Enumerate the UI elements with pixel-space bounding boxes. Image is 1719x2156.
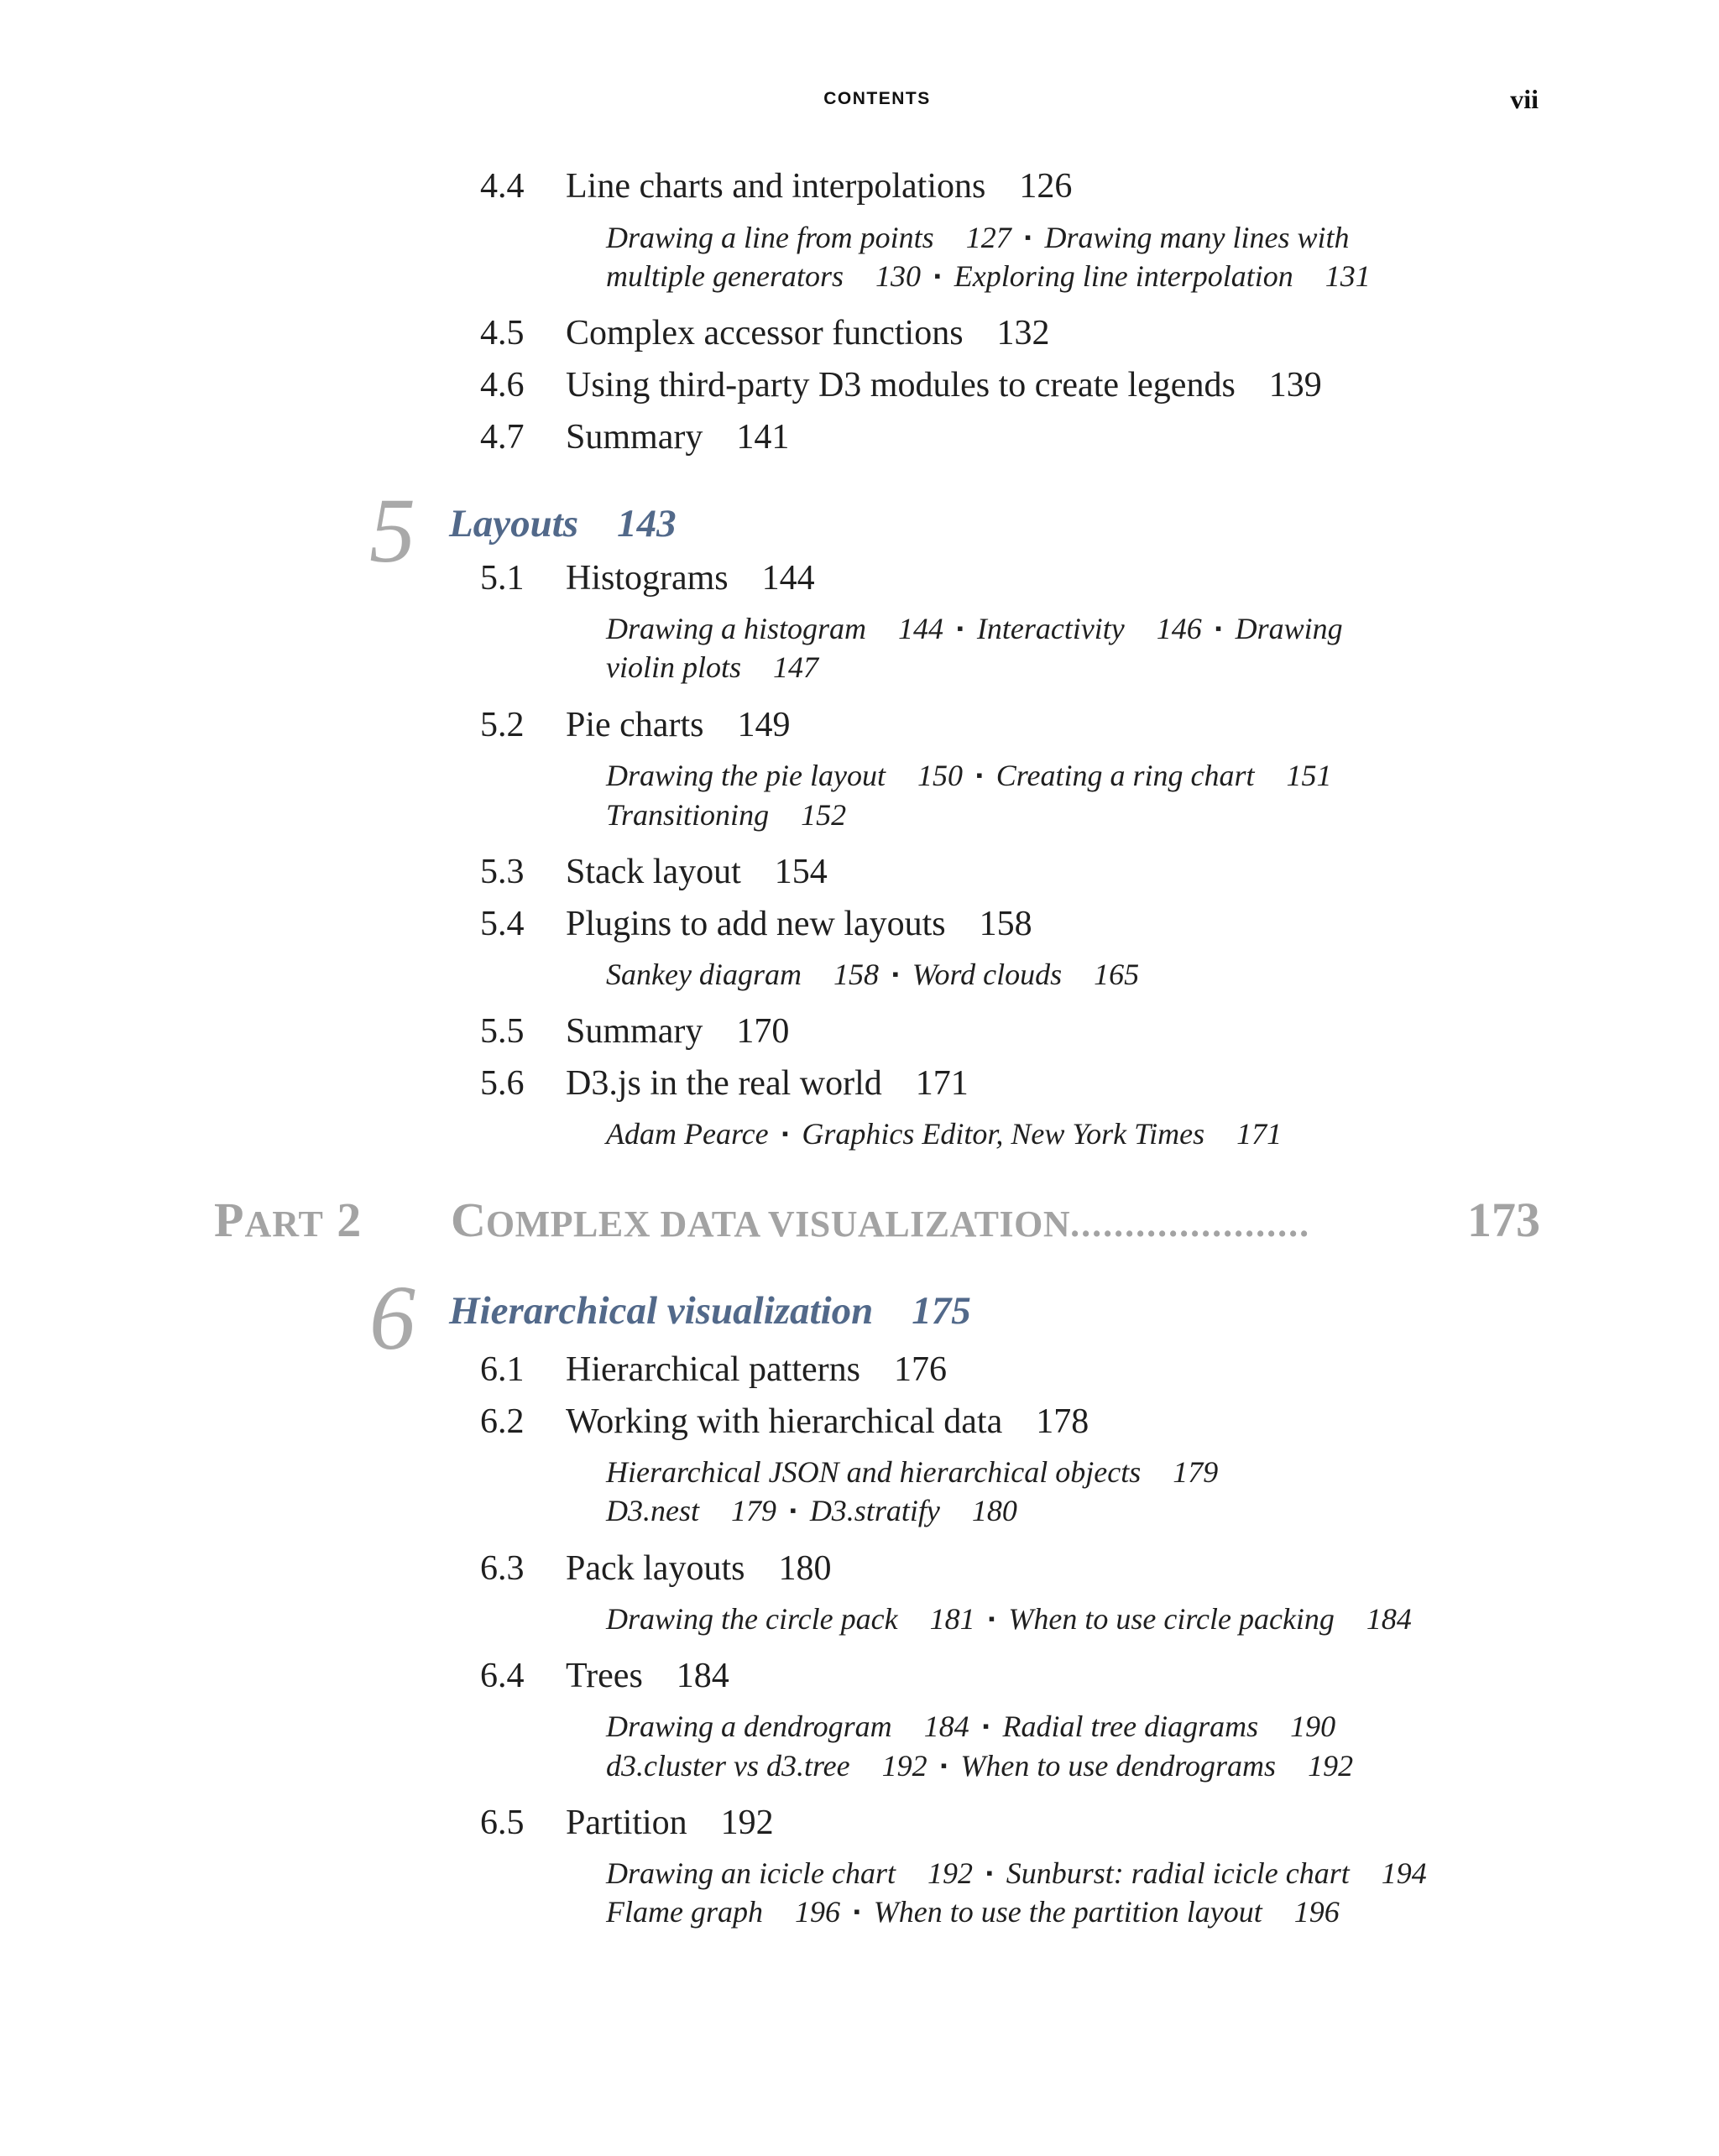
subentry-title: Drawing the circle pack bbox=[606, 1602, 898, 1636]
subentry-page: 179 bbox=[1173, 1455, 1219, 1489]
toc-subentries bbox=[606, 1894, 1340, 1929]
subentry-title: D3.stratify bbox=[809, 1494, 940, 1527]
toc-section[interactable] bbox=[480, 417, 789, 457]
section-number: 4.6 bbox=[480, 366, 525, 405]
subentry-title: When to use circle packing bbox=[1008, 1602, 1335, 1636]
subentry-page: 127 bbox=[965, 221, 1011, 254]
subentry-page: 158 bbox=[833, 958, 879, 991]
subentry-title: Creating a ring chart bbox=[995, 759, 1255, 792]
toc-subentries bbox=[606, 611, 1343, 646]
toc-subentries bbox=[606, 1493, 1017, 1528]
section-page: 141 bbox=[736, 418, 790, 457]
section-title: Plugins to add new layouts bbox=[566, 905, 946, 943]
bullet-icon: ▪ bbox=[781, 1123, 789, 1144]
section-number: 5.4 bbox=[480, 905, 525, 943]
section-title: Summary bbox=[566, 1012, 703, 1051]
subentry-title: violin plots bbox=[606, 650, 741, 684]
toc-subentries bbox=[606, 1856, 1427, 1891]
toc-subentries bbox=[606, 258, 1371, 294]
section-title: Stack layout bbox=[566, 853, 741, 891]
toc-part[interactable] bbox=[214, 1192, 1540, 1259]
subentry-title: Adam Pearce bbox=[606, 1117, 769, 1151]
chapter-title: Hierarchical visualization bbox=[449, 1289, 874, 1333]
toc-section[interactable] bbox=[480, 1656, 729, 1696]
subentry-page: 147 bbox=[773, 650, 818, 684]
subentry-title: Graphics Editor, New York Times bbox=[802, 1117, 1205, 1151]
section-title: Using third-party D3 modules to create legends bbox=[566, 366, 1236, 405]
subentry-title: Drawing many lines with bbox=[1044, 221, 1350, 254]
subentry-page: 151 bbox=[1286, 759, 1332, 792]
chapter-number: 6 bbox=[369, 1266, 415, 1369]
section-page: 144 bbox=[761, 559, 815, 598]
bullet-icon: ▪ bbox=[1215, 618, 1222, 639]
toc-section[interactable] bbox=[480, 558, 815, 598]
bullet-icon: ▪ bbox=[957, 618, 964, 639]
subentry-page: 184 bbox=[923, 1710, 969, 1743]
section-number: 5.3 bbox=[480, 853, 525, 891]
subentry-title: Transitioning bbox=[606, 798, 770, 832]
subentry-page: 131 bbox=[1325, 259, 1371, 293]
subentry-title: Hierarchical JSON and hierarchical objects bbox=[606, 1455, 1142, 1489]
subentry-page: 171 bbox=[1236, 1117, 1283, 1151]
toc-section[interactable] bbox=[480, 1803, 774, 1843]
bullet-icon: ▪ bbox=[975, 765, 983, 786]
subentry-title: Word clouds bbox=[912, 958, 1063, 991]
section-title: Hierarchical patterns bbox=[566, 1350, 860, 1389]
section-page: 180 bbox=[778, 1549, 832, 1588]
section-number: 5.6 bbox=[480, 1064, 525, 1103]
section-number: 4.7 bbox=[480, 418, 525, 457]
subentry-title: Sunburst: radial icicle chart bbox=[1006, 1856, 1350, 1890]
subentry-page: 196 bbox=[1293, 1895, 1340, 1929]
section-number: 4.5 bbox=[480, 314, 525, 352]
subentry-title: Drawing bbox=[1235, 612, 1343, 645]
section-page: 192 bbox=[720, 1804, 774, 1842]
bullet-icon: ▪ bbox=[853, 1901, 860, 1922]
section-page: 170 bbox=[736, 1012, 790, 1051]
section-number: 6.5 bbox=[480, 1804, 525, 1842]
toc-section[interactable] bbox=[480, 1548, 831, 1589]
subentry-page: 194 bbox=[1381, 1856, 1427, 1890]
section-page: 158 bbox=[979, 905, 1032, 943]
chapter-page: 143 bbox=[617, 502, 677, 546]
subentry-page: 192 bbox=[927, 1856, 973, 1890]
section-number: 6.4 bbox=[480, 1657, 525, 1695]
bullet-icon: ▪ bbox=[985, 1862, 993, 1883]
section-title: Pie charts bbox=[566, 706, 704, 744]
bullet-icon: ▪ bbox=[1024, 227, 1032, 248]
toc-section[interactable] bbox=[480, 1063, 969, 1104]
subentry-page: 179 bbox=[731, 1494, 776, 1527]
section-page: 171 bbox=[915, 1064, 969, 1103]
toc-section[interactable] bbox=[480, 1402, 1089, 1442]
toc-section[interactable] bbox=[480, 1011, 789, 1052]
toc-subentries bbox=[606, 797, 846, 833]
section-title: Partition bbox=[566, 1804, 687, 1842]
subentry-page: 184 bbox=[1366, 1602, 1412, 1636]
section-number: 4.4 bbox=[480, 167, 525, 206]
subentry-title: multiple generators bbox=[606, 259, 844, 293]
bullet-icon: ▪ bbox=[891, 963, 899, 984]
section-number: 6.2 bbox=[480, 1402, 525, 1441]
subentry-page: 181 bbox=[929, 1602, 975, 1636]
section-title: Histograms bbox=[566, 559, 729, 598]
subentry-title: D3.nest bbox=[606, 1494, 699, 1527]
section-page: 178 bbox=[1036, 1402, 1089, 1441]
subentry-page: 165 bbox=[1094, 958, 1140, 991]
running-header: CONTENTS bbox=[823, 89, 931, 108]
subentry-title: Drawing a histogram bbox=[606, 612, 867, 645]
subentry-title: Exploring line interpolation bbox=[954, 259, 1293, 293]
section-number: 6.1 bbox=[480, 1350, 525, 1389]
bullet-icon: ▪ bbox=[933, 265, 941, 286]
section-page: 176 bbox=[893, 1350, 947, 1389]
subentry-title: When to use the partition layout bbox=[873, 1895, 1262, 1929]
subentry-page: 152 bbox=[801, 798, 847, 832]
subentry-page: 192 bbox=[1308, 1749, 1354, 1783]
toc-subentries bbox=[606, 1709, 1335, 1744]
section-page: 139 bbox=[1268, 366, 1322, 405]
bullet-icon: ▪ bbox=[940, 1755, 948, 1776]
subentry-page: 192 bbox=[881, 1749, 927, 1783]
section-title: Working with hierarchical data bbox=[566, 1402, 1003, 1441]
subentry-page: 180 bbox=[971, 1494, 1017, 1527]
toc-section[interactable] bbox=[480, 1349, 947, 1390]
subentry-title: d3.cluster vs d3.tree bbox=[606, 1749, 850, 1783]
subentry-title: Drawing the pie layout bbox=[606, 759, 886, 792]
section-title: Line charts and interpolations bbox=[566, 167, 986, 206]
toc-subentries bbox=[606, 650, 818, 685]
chapter-title: Layouts bbox=[449, 502, 579, 546]
section-page: 132 bbox=[996, 314, 1050, 352]
bullet-icon: ▪ bbox=[982, 1715, 990, 1736]
section-title: Trees bbox=[566, 1657, 643, 1695]
toc-subentries bbox=[606, 1116, 1282, 1151]
part-title: COMPLEX DATA VISUALIZATION...................... bbox=[451, 1193, 1311, 1247]
part-label: PART 2 bbox=[214, 1193, 363, 1247]
subentry-title: Drawing a dendrogram bbox=[606, 1710, 892, 1743]
subentry-page: 130 bbox=[875, 259, 921, 293]
section-number: 5.2 bbox=[480, 706, 525, 744]
toc-subentries bbox=[606, 1748, 1353, 1783]
subentry-title: Flame graph bbox=[606, 1895, 763, 1929]
toc-subentries bbox=[606, 957, 1139, 992]
toc-section[interactable] bbox=[480, 852, 828, 892]
subentry-page: 144 bbox=[898, 612, 944, 645]
chapter-number: 5 bbox=[369, 479, 415, 582]
subentry-page: 196 bbox=[794, 1895, 840, 1929]
part-page: 173 bbox=[1467, 1193, 1540, 1247]
toc-subentries bbox=[606, 220, 1350, 255]
section-page: 184 bbox=[676, 1657, 729, 1695]
subentry-title: Interactivity bbox=[976, 612, 1125, 645]
section-number: 5.1 bbox=[480, 559, 525, 598]
section-page: 154 bbox=[774, 853, 828, 891]
toc-subentries bbox=[606, 1601, 1412, 1637]
section-title: Pack layouts bbox=[566, 1549, 745, 1588]
subentry-title: Radial tree diagrams bbox=[1002, 1710, 1259, 1743]
bullet-icon: ▪ bbox=[988, 1608, 995, 1629]
subentry-page: 150 bbox=[917, 759, 963, 792]
subentry-page: 146 bbox=[1156, 612, 1202, 645]
toc-subentries bbox=[606, 1454, 1218, 1490]
toc-section[interactable] bbox=[480, 705, 790, 745]
subentry-title: Drawing a line from points bbox=[606, 221, 934, 254]
page-number: vii bbox=[1510, 84, 1539, 114]
chapter-page: 175 bbox=[912, 1289, 971, 1333]
section-page: 126 bbox=[1019, 167, 1073, 206]
toc-section[interactable] bbox=[480, 904, 1032, 944]
subentry-title: Drawing an icicle chart bbox=[606, 1856, 896, 1890]
section-title: Summary bbox=[566, 418, 703, 457]
subentry-page: 190 bbox=[1290, 1710, 1336, 1743]
section-page: 149 bbox=[737, 706, 791, 744]
section-number: 5.5 bbox=[480, 1012, 525, 1051]
toc-section[interactable] bbox=[480, 365, 1322, 405]
toc-section[interactable] bbox=[480, 166, 1072, 206]
section-title: D3.js in the real world bbox=[566, 1064, 882, 1103]
bullet-icon: ▪ bbox=[790, 1500, 797, 1521]
dot-leader: ...................... bbox=[1070, 1203, 1311, 1245]
subentry-title: Sankey diagram bbox=[606, 958, 802, 991]
section-number: 6.3 bbox=[480, 1549, 525, 1588]
section-title: Complex accessor functions bbox=[566, 314, 964, 352]
subentry-title: When to use dendrograms bbox=[960, 1749, 1277, 1783]
toc-section[interactable] bbox=[480, 313, 1050, 353]
toc-subentries bbox=[606, 758, 1331, 793]
